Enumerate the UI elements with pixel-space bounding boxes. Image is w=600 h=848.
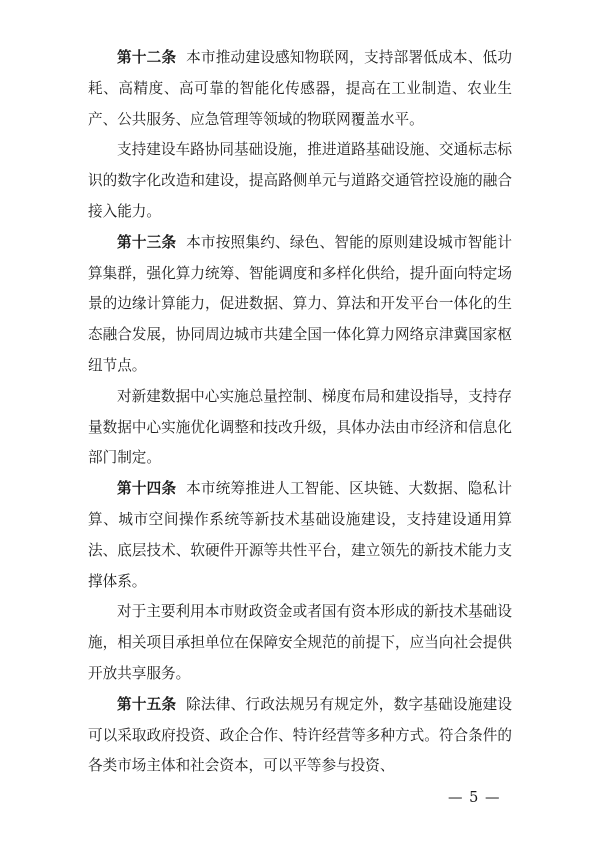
paragraph-text: 本市推动建设感知物联网，支持部署低成本、低功耗、高精度、高可靠的智能化传感器，提高在工业制造、农业生产、公共服务、应急管理等领域的物联网覆盖水平。 — [88, 49, 512, 128]
article-heading: 第十三条 — [117, 233, 177, 251]
paragraph-article-12 — [88, 43, 512, 135]
document-body — [88, 43, 512, 782]
article-heading: 第十四条 — [117, 480, 177, 498]
paragraph-text: 本市按照集约、绿色、智能的原则建设城市智能计算集群，强化算力统筹、智能调度和多样化供给，提升面向特定场景的边缘计算能力，促进数据、算力、算法和开发平台一体化的生态融合发展，协同周边城市共建全国一体化算力网络京津冀国家枢纽节点。 — [88, 233, 512, 374]
paragraph-text: 除法律、行政法规另有规定外，数字基础设施建设可以采取政府投资、政企合作、特许经营等多种方式。符合条件的各类市场主体和社会资本，可以平等参与投资、 — [88, 695, 512, 775]
page-number: — 5 — — [448, 790, 501, 806]
paragraph-text: 本市统筹推进人工智能、区块链、大数据、隐私计算、城市空间操作系统等新技术基础设施建设，支持建设通用算法、底层技术、软硬件开源等共性平台，建立领先的新技术能力支撑体系。 — [88, 480, 512, 590]
paragraph-text: 支持建设车路协同基础设施，推进道路基础设施、交通标志标识的数字化改造和建设，提高路侧单元与道路交通管控设施的融合接入能力。 — [88, 141, 512, 220]
paragraph-article-12-cont — [88, 135, 512, 227]
paragraph-article-13-cont — [88, 382, 512, 474]
paragraph-article-15 — [88, 690, 512, 782]
paragraph-article-14-cont — [88, 597, 512, 689]
article-heading: 第十五条 — [117, 695, 177, 713]
paragraph-article-14 — [88, 474, 512, 597]
paragraph-text: 对于主要利用本市财政资金或者国有资本形成的新技术基础设施，相关项目承担单位在保障安全规范的前提下，应当向社会提供开放共享服务。 — [88, 603, 512, 682]
article-heading: 第十二条 — [117, 49, 177, 66]
paragraph-article-13 — [88, 228, 512, 382]
paragraph-text: 对新建数据中心实施总量控制、梯度布局和建设指导，支持存量数据中心实施优化调整和技改升级，具体办法由市经济和信息化部门制定。 — [88, 387, 512, 467]
